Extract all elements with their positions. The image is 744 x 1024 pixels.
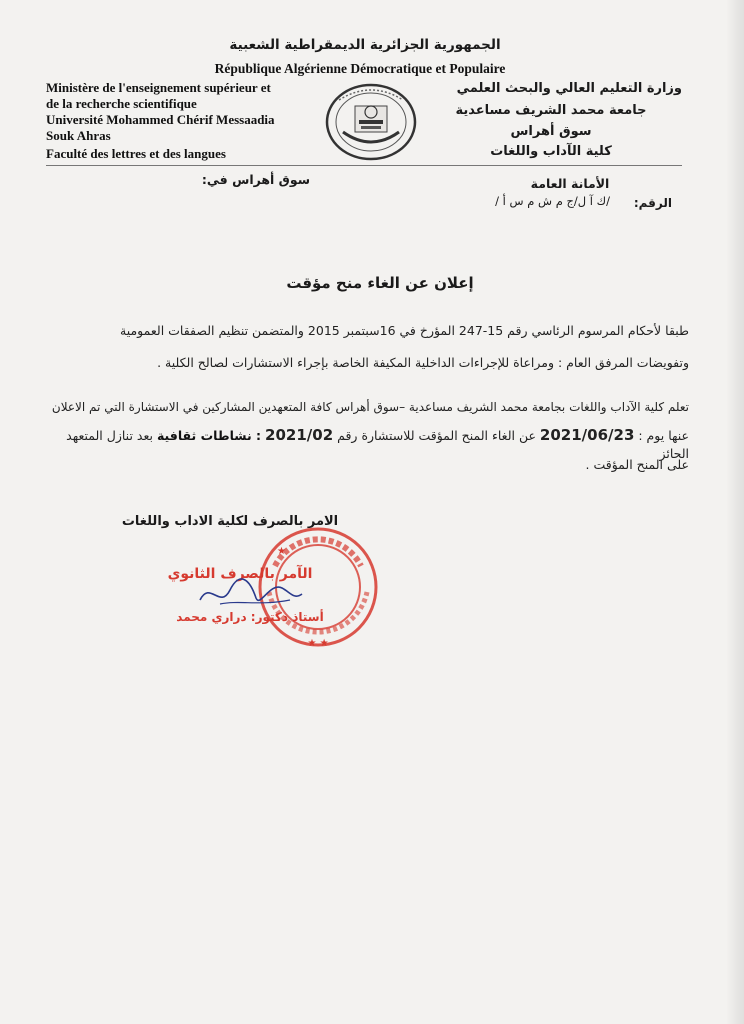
reference-number-label: الرقم: bbox=[633, 196, 672, 210]
ministry-fr-line1: Ministère de l'enseignement supérieur et bbox=[46, 80, 271, 95]
ministry-fr-line2: de la recherche scientifique bbox=[46, 96, 197, 111]
notice-cancel-text: عن الغاء المنح المؤقت للاستشارة رقم bbox=[337, 428, 536, 443]
republic-fr: République Algérienne Démocratique et Populaire bbox=[214, 61, 506, 76]
paragraph-decree-line1: طبقا لأحكام المرسوم الرئاسي رقم 15-247 المؤرخ في 16سبتمبر 2015 والمتضمن تنظيم الصفقات العمومية bbox=[120, 323, 689, 338]
secretariat-label: الأمانة العامة bbox=[530, 176, 610, 191]
university-ar: جامعة محمد الشريف مساعدية bbox=[455, 103, 647, 118]
signatory-title: الامر بالصرف لكلية الاداب واللغات bbox=[121, 514, 339, 529]
city-fr: Souk Ahras bbox=[46, 128, 111, 143]
svg-text:★: ★ bbox=[277, 546, 286, 557]
announcement-date: 2021/06/23 bbox=[539, 426, 635, 444]
faculty-fr: Faculté des lettres et des langues bbox=[46, 146, 226, 161]
notice-withdrawal-text: بعد تنازل المتعهد الحائز bbox=[66, 428, 689, 461]
university-fr: Université Mohammed Chérif Messaadia bbox=[46, 112, 275, 127]
faculty-ar: كلية الآداب واللغات bbox=[490, 144, 612, 159]
place-date: سوق أهراس في: bbox=[201, 172, 310, 187]
stamp-name: أستاذ دكتور: دراري محمد bbox=[176, 610, 324, 624]
stamp-name-title: الآمر بالصرف الثانوي bbox=[167, 566, 313, 582]
notice-day-label: عنها يوم : bbox=[638, 428, 689, 443]
consultation-number: 2021/02 bbox=[265, 426, 334, 444]
university-logo bbox=[325, 82, 417, 166]
city-ar: سوق أهراس bbox=[510, 124, 592, 139]
paragraph-notice-line1: تعلم كلية الآداب واللغات بجامعة محمد الشريف مساعدية –سوق أهراس كافة المتعهدين المشاركين في الاستشارة التي تم الاعلان bbox=[51, 400, 689, 414]
header-divider bbox=[46, 165, 682, 166]
header-ar-block bbox=[420, 78, 682, 162]
republic-ar: الجمهورية الجزائرية الديمقراطية الشعبية bbox=[229, 37, 501, 53]
ministry-ar: وزارة التعليم العالي والبحث العلمي bbox=[456, 81, 682, 96]
page-edge-shadow bbox=[726, 0, 744, 1024]
header-fr-block bbox=[46, 80, 321, 162]
paragraph-decree-line2: وتفويضات المرفق العام : ومراعاة للإجراءات الداخلية المكيفة الخاصة بإجراء الاستشارات لصالح الكلية . bbox=[157, 355, 689, 370]
consultation-subject: : نشاطات ثقافية bbox=[156, 428, 262, 443]
paragraph-notice-line3: على المنح المؤقت . bbox=[585, 457, 689, 472]
announcement-title: إعلان عن الغاء منح مؤقت bbox=[286, 274, 474, 292]
svg-text:★ ★: ★ ★ bbox=[307, 638, 329, 649]
reference-number-value: /ك آ ل/ج م ش م س أ / bbox=[495, 194, 610, 208]
